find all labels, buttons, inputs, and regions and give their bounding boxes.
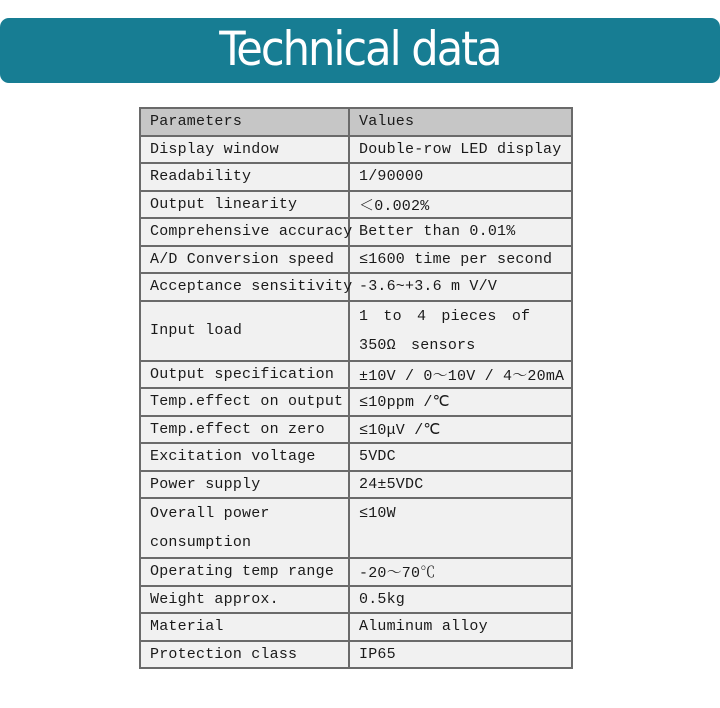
parameter-cell: Operating temp range [140, 558, 349, 586]
value-cell: IP65 [349, 641, 572, 669]
technical-data-table [139, 107, 573, 669]
parameter-cell: Overall power consumption [140, 498, 349, 558]
table-row [140, 443, 572, 471]
value-cell: ±10V / 0～10V / 4～20mA [349, 361, 572, 389]
parameter-cell: Temp.effect on output [140, 388, 349, 416]
page-title: Technical data [219, 22, 501, 77]
parameter-cell: Protection class [140, 641, 349, 669]
value-cell: Better than 0.01% [349, 218, 572, 246]
parameter-cell: Comprehensive accuracy [140, 218, 349, 246]
table-row [140, 498, 572, 558]
table-header-row [140, 108, 572, 136]
table-row [140, 136, 572, 164]
table-row [140, 218, 572, 246]
table-row [140, 641, 572, 669]
parameter-cell: A/D Conversion speed [140, 246, 349, 274]
parameter-cell: Acceptance sensitivity [140, 273, 349, 301]
table-row [140, 246, 572, 274]
parameter-cell: Output linearity [140, 191, 349, 219]
value-cell: 24±5VDC [349, 471, 572, 499]
value-cell: Aluminum alloy [349, 613, 572, 641]
value-cell: Double-row LED display [349, 136, 572, 164]
table-row [140, 301, 572, 361]
parameter-cell: Material [140, 613, 349, 641]
parameter-cell: Display window [140, 136, 349, 164]
table-row [140, 416, 572, 444]
parameter-cell: Output specification [140, 361, 349, 389]
table-row [140, 471, 572, 499]
value-cell: 1 to 4 pieces of 350Ω sensors [349, 301, 572, 361]
parameter-cell: Readability [140, 163, 349, 191]
parameter-cell: Input load [140, 301, 349, 361]
table-row [140, 273, 572, 301]
title-banner [0, 18, 720, 83]
value-cell: 0.5kg [349, 586, 572, 614]
table-row [140, 613, 572, 641]
table-row [140, 558, 572, 586]
value-cell: ≤1600 time per second [349, 246, 572, 274]
value-cell: -20～70℃ [349, 558, 572, 586]
value-cell: ≤10ppm /℃ [349, 388, 572, 416]
column-header-values: Values [349, 108, 572, 136]
table-row [140, 388, 572, 416]
table-row [140, 361, 572, 389]
value-cell: ≤10W [349, 498, 572, 558]
value-cell: ≤10μV /℃ [349, 416, 572, 444]
value-cell: ＜0.002% [349, 191, 572, 219]
value-cell: -3.6~+3.6 m V/V [349, 273, 572, 301]
parameter-cell: Power supply [140, 471, 349, 499]
table-row [140, 191, 572, 219]
table-row [140, 586, 572, 614]
value-cell: 5VDC [349, 443, 572, 471]
table-row [140, 163, 572, 191]
parameter-cell: Weight approx. [140, 586, 349, 614]
parameter-cell: Excitation voltage [140, 443, 349, 471]
parameter-cell: Temp.effect on zero [140, 416, 349, 444]
column-header-parameters: Parameters [140, 108, 349, 136]
value-cell: 1/90000 [349, 163, 572, 191]
